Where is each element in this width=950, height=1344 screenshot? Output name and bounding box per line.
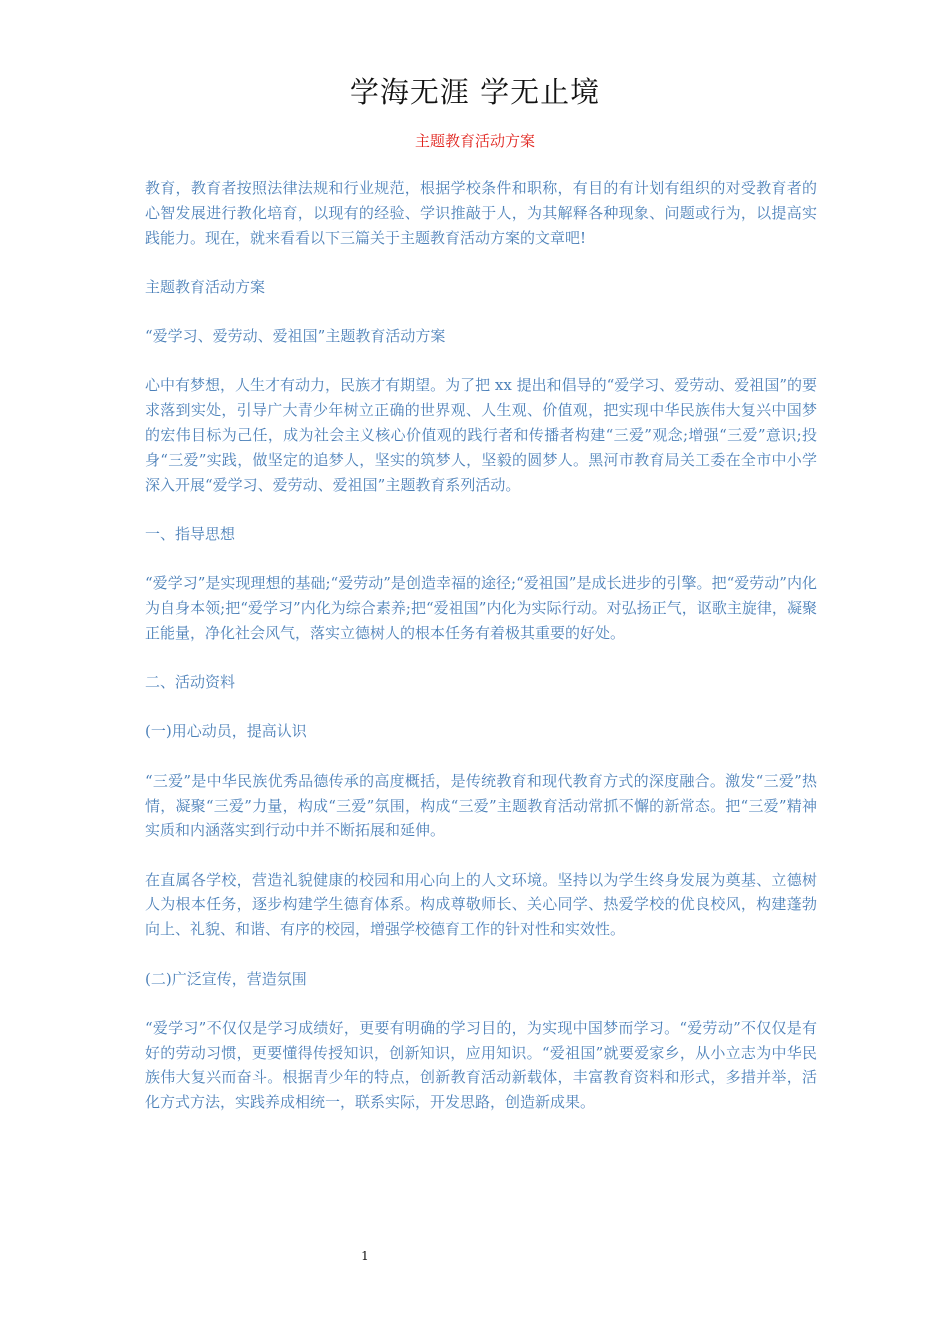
body-paragraph: “三爱”是中华民族优秀品德传承的高度概括，是传统教育和现代教育方式的深度融合。激发“三爱”热情，凝聚“三爱”力量，构成“三爱”氛围，构成“三爱”主题教育活动常抓不懈的新常态。把“三爱”精神实质和内涵落实到行动中并不断拓展和延伸。 [145, 771, 817, 840]
subsection-heading: (一)用心动员，提高认识 [145, 722, 307, 741]
body-paragraph: “爱学习”是实现理想的基础;“爱劳动”是创造幸福的途径;“爱祖国”是成长进步的引擎。把“爱劳动”内化为自身本领;把“爱学习”内化为综合素养;把“爱祖国”内化为实际行动。对弘扬正气，讴歌主旋律，凝聚正能量，净化社会风气，落实立德树人的根本任务有着极其重要的好处。 [145, 574, 817, 642]
section-heading: 一、指导思想 [145, 524, 236, 543]
intro-paragraph: 教育，教育者按照法律法规和行业规范，根据学校条件和职称，有目的有计划有组织的对受教育者的心智发展进行教化培育，以现有的经验、学识推敲于人，为其解释各种现象、问题或行为，以提高实践能力。现在，就来看看以下三篇关于主题教育活动方案的文章吧! [145, 179, 817, 247]
section-heading: 主题教育活动方案 [145, 277, 266, 296]
page-header-motto: 学海无涯 学无止境 [349, 75, 601, 109]
body-paragraph: 在直属各学校，营造礼貌健康的校园和用心向上的人文环境。坚持以为学生终身发展为奠基、立德树人为根本任务，逐步构建学生德育体系。构成尊敬师长、关心同学、热爱学校的优良校风，构建蓬勃向上、礼貌、和谐、有序的校园，增强学校德育工作的针对性和实效性。 [145, 870, 817, 939]
body-paragraph: 心中有梦想，人生才有动力，民族才有期望。为了把 xx 提出和倡导的“爱学习、爱劳动、爱祖国”的要求落到实处，引导广大青少年树立正确的世界观、人生观、价值观，把实现中华民族伟大复兴中国梦的宏伟目标为己任，成为社会主义核心价值观的践行者和传播者构建“三爱”观念;增强“三爱”意识;投身“三爱”实践，做坚定的追梦人，坚实的筑梦人，坚毅的圆梦人。黑河市教育局关工委在全市中小学深入开展“爱学习、爱劳动、爱祖国”主题教育系列活动。 [145, 376, 817, 494]
document-title: 主题教育活动方案 [414, 132, 535, 150]
section-heading: “爱学习、爱劳动、爱祖国”主题教育活动方案 [145, 327, 446, 346]
body-paragraph: “爱学习”不仅仅是学习成绩好，更要有明确的学习目的，为实现中国梦而学习。“爱劳动”不仅仅是有好的劳动习惯，更要懂得传授知识，创新知识，应用知识。“爱祖国”就要爱家乡，从小立志为中华民族伟大复兴而奋斗。根据青少年的特点，创新教育活动新载体，丰富教育资料和形式，多措并举，活化方式方法，实践养成相统一，联系实际，开发思路，创造新成果。 [145, 1018, 817, 1112]
page-number: 1 [361, 1249, 369, 1263]
document-body [145, 176, 817, 1140]
subsection-heading: (二)广泛宣传，营造氛围 [145, 969, 307, 988]
section-heading: 二、活动资料 [145, 673, 236, 692]
